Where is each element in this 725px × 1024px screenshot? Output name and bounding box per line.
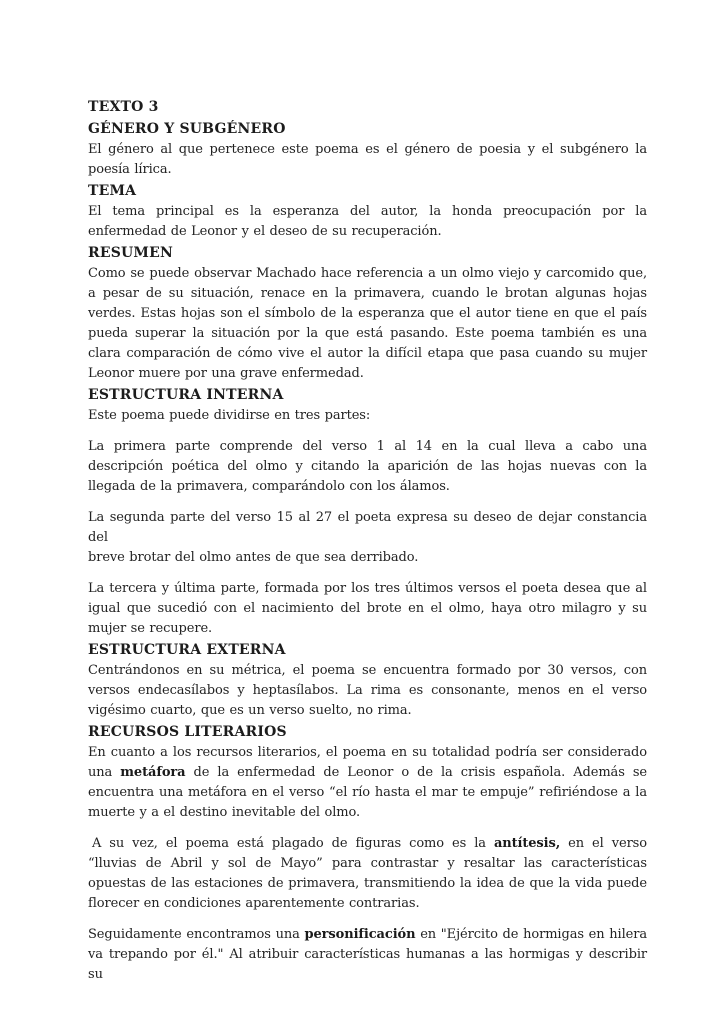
heading-recursos-literarios: RECURSOS LITERARIOS	[88, 724, 287, 740]
para-tema: El tema principal es la esperanza del autor, la honda preocupación por la enfermedad de Leonor y el deseo de su recuperación.	[88, 204, 647, 239]
para-resumen: Como se puede observar Machado hace referencia a un olmo viejo y carcomido que, a pesar de su situación, renace en la primavera, cuando le brotan algunas hojas verdes. Estas hojas son el símbolo de la esperanza que el autor tiene en que el país pueda superar la situación por la que está pasando. Este poema también es una clara comparación de cómo vive el autor la difícil etapa que pasa cuando su mujer Leonor muere por una grave enfermedad.	[88, 266, 647, 381]
heading-resumen: RESUMEN	[88, 245, 173, 261]
para-segunda-parte: La segunda parte del verso 15 al 27 el poeta expresa su deseo de dejar constancia del breve brotar del olmo antes de que sea derribado.	[88, 510, 647, 565]
heading-estructura-interna: ESTRUCTURA INTERNA	[88, 387, 284, 403]
section-recursos-literarios	[88, 721, 647, 985]
bold-term: metáfora	[120, 765, 186, 780]
heading-tema: TEMA	[88, 183, 137, 199]
para-primera-parte: La primera parte comprende del verso 1 al 14 en la cual lleva a cabo una descripción poética del olmo y citando la aparición de las hojas nuevas con la llegada de la primavera, comparándolo con los álamos.	[88, 439, 647, 494]
doc-title: TEXTO 3	[88, 99, 159, 115]
para-metafora: En cuanto a los recursos literarios, el poema en su totalidad podría ser considerado una metáfora de la enfermedad de Leonor o de la crisis española. Además se encuentra una metáfora en el verso “el río hasta el mar te empuje” refiriéndose a la muerte y a el destino inevitable del olmo.	[88, 745, 647, 820]
bold-term: antítesis,	[493, 836, 561, 851]
bold-term: personificación	[304, 927, 416, 942]
section-resumen	[88, 242, 647, 384]
heading-estructura-externa: ESTRUCTURA EXTERNA	[88, 642, 286, 658]
section-genero-y-subgenero	[88, 118, 647, 180]
heading-genero-y-subgenero: GÉNERO Y SUBGÉNERO	[88, 121, 286, 137]
para-personificacion: Seguidamente encontramos una personificación en "Ejército de hormigas en hilera va trepando por él." Al atribuir características humanas a las hormigas y describir su	[88, 927, 648, 982]
para-interna-intro: Este poema puede dividirse en tres partes:	[88, 408, 371, 423]
para-antitesis: A su vez, el poema está plagado de figuras como es la antítesis, en el verso “lluvias de Abril y sol de Mayo” para contrastar y resaltar las características opuestas de las estaciones de primavera, transmitiendo la idea de que la vida puede florecer en condiciones aparentemente contrarias.	[88, 836, 647, 911]
section-estructura-interna	[88, 384, 647, 639]
section-estructura-externa	[88, 639, 647, 721]
para-externa: Centrándonos en su métrica, el poema se encuentra formado por 30 versos, con versos endecasílabos y heptasílabos. La rima es consonante, menos en el verso vigésimo cuarto, que es un verso suelto, no rima.	[88, 663, 647, 718]
para-genero: El género al que pertenece este poema es el género de poesia y el subgénero la poesía lírica.	[88, 142, 647, 177]
para-tercera-parte: La tercera y última parte, formada por los tres últimos versos el poeta desea que al igual que sucedió con el nacimiento del brote en el olmo, haya otro milagro y su mujer se recupere.	[88, 581, 647, 636]
section-tema	[88, 180, 647, 242]
